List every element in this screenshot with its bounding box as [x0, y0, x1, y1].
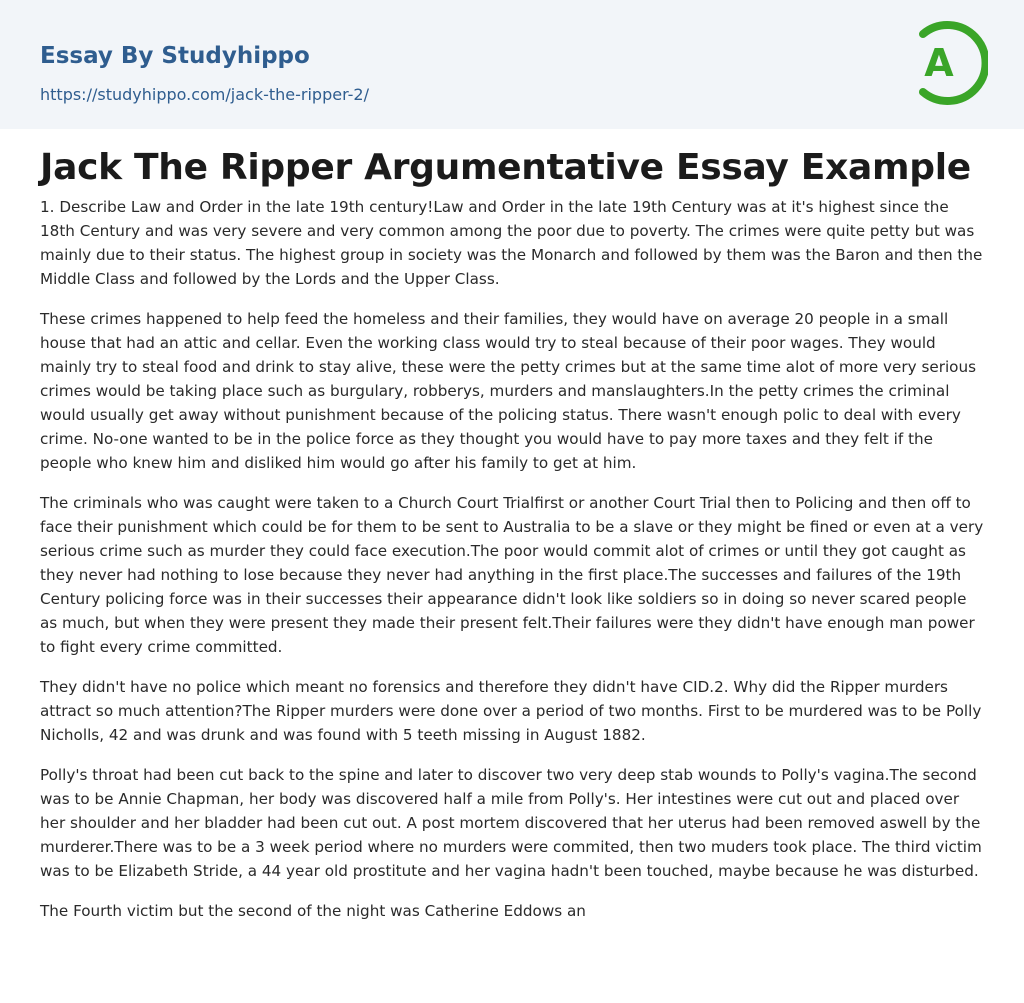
article-paragraph: The Fourth victim but the second of the night was Catherine Eddows an — [40, 902, 586, 920]
brand-title: Essay By Studyhippo — [40, 43, 310, 69]
article-paragraph: 1. Describe Law and Order in the late 19th century!Law and Order in the late 19th Century was at it's highest since the 18th Century and was very severe and very common among the poor due to poverty. The crimes were quite petty but was mainly due to their status. The highest group in society was the Monarch and followed by them was the Baron and then the Middle Class and followed by the Lords and the Upper Class. — [40, 198, 983, 288]
article-paragraph: Polly's throat had been cut back to the spine and later to discover two very deep stab wounds to Polly's vagina.The second was to be Annie Chapman, her body was discovered half a mile from Polly's. Her intestines were cut out and placed over her shoulder and her bladder had been cut out. A post mortem discovered that her uterus had been removed aswell by the murderer.There was to be a 3 week period where no murders were commited, then two muders took place. The third victim was to be Elizabeth Stride, a 44 year old prostitute and her vagina hadn't been touched, maybe because he was disturbed. — [40, 766, 982, 880]
article-paragraph: The criminals who was caught were taken to a Church Court Trialfirst or another Court Trial then to Policing and then off to face their punishment which could be for them to be sent to Australia to be a slave or they might be fined or even at a very serious crime such as murder they could face execution.The poor would commit alot of crimes or until they got caught as they never had nothing to lose because they never had anything in the first place.The successes and failures of the 19th Century policing force was in their successes their appearance didn't look like soldiers so in doing so never scared people as much, but when they were present they made their present felt.Their failures were they didn't have enough man power to fight every crime committed. — [40, 494, 984, 656]
article-paragraph: They didn't have no police which meant no forensics and therefore they didn't have CID.2. Why did the Ripper murders attract so much attention?The Ripper murders were done over a period of two months. First to be murdered was to be Polly Nicholls, 42 and was drunk and was found with 5 teeth missing in August 1882. — [40, 678, 982, 744]
logo-letter: A — [924, 41, 954, 85]
studyhippo-logo-icon[interactable] — [898, 18, 988, 108]
page-title: Jack The Ripper Argumentative Essay Example — [40, 147, 971, 188]
article — [40, 129, 986, 939]
article-paragraph: These crimes happened to help feed the homeless and their families, they would have on average 20 people in a small house that had an attic and cellar. Even the working class would try to steal because of their poor wages. They would mainly try to steal food and drink to stay alive, these were the petty crimes but at the same time alot of more very serious crimes would be taking place such as burgulary, robberys, murders and manslaughters.In the petty crimes the criminal would usually get away without punishment because of the policing status. There wasn't enough polic to deal with every crime. No-one wanted to be in the police force as they thought you would have to pay more taxes and they felt if the people who knew him and disliked him would go after his family to get at him. — [40, 310, 976, 472]
source-url-link[interactable]: https://studyhippo.com/jack-the-ripper-2/ — [40, 85, 369, 104]
site-header — [0, 0, 1024, 129]
